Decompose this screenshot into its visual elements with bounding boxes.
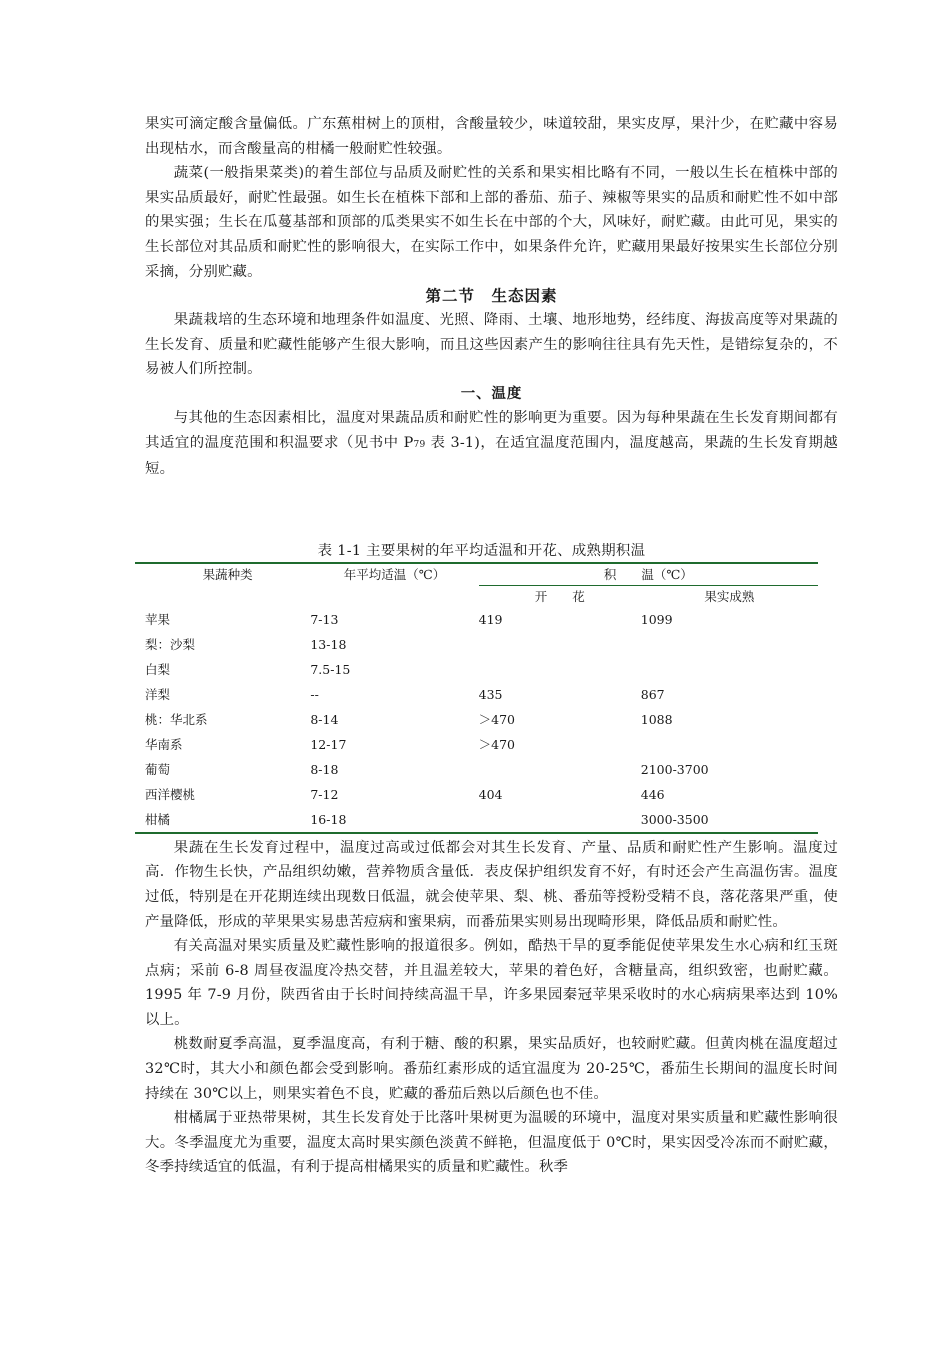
temperature-intro-text-b: 表 3-1)，在适宜温度范围内，温度越高，果蔬的生长发育期越短。 — [145, 434, 838, 478]
cell-ripening: 446 — [640, 786, 665, 802]
cell-flowering — [479, 757, 641, 782]
paragraph-temperature-intro — [145, 406, 838, 482]
header-annual-temp: 年平均适温（℃） — [343, 567, 446, 583]
spacer — [145, 482, 838, 540]
paragraph-high-temperature: 有关高温对果实质量及贮藏性影响的报道很多。例如，酷热干旱的夏季能促使苹果发生水心病和红玉斑点病；采前 6-8 周昼夜温度冷热交替，并且温差较大，苹果的着色好，含糖量高，组织致密，也耐贮藏。1995 年 7-9 月份，陕西省由于长时间持续高温干旱，许多果园秦冠苹果采收时的水心病病果率达到 10%以上。 — [145, 938, 838, 1028]
cell-ripening: 3000-3500 — [640, 811, 709, 827]
cell-annual-temp: 12-17 — [310, 736, 347, 752]
header-accumulated-temp: 积 温（℃） — [479, 563, 818, 586]
temperature-table — [135, 562, 818, 834]
cell-annual-temp: -- — [310, 686, 319, 702]
table-row — [135, 757, 818, 782]
subsection-title: 一、温度 — [460, 385, 523, 402]
paragraph-peach-tomato: 桃数耐夏季高温，夏季温度高，有利于糖、酸的积累，果实品质好，也较耐贮藏。但黄肉桃在温度超过 32℃时，其大小和颜色都会受到影响。番茄红素形成的适宜温度为 20-25℃，番茄生长期间的温度长时间持续在 30℃以上，则果实着色不良，贮藏的番茄后熟以后颜色也不佳。 — [145, 1036, 838, 1102]
table-row — [135, 707, 818, 732]
header-ripening: 果实成熟 — [704, 589, 755, 605]
cell-flowering: 404 — [478, 786, 503, 802]
cell-ripening — [641, 632, 818, 657]
cell-flowering — [479, 632, 641, 657]
cell-species: 白梨 — [145, 662, 171, 678]
cell-species: 柑橘 — [145, 812, 171, 828]
table-row — [135, 607, 818, 632]
table-header-row — [135, 563, 818, 586]
body-after-table — [145, 836, 838, 1180]
cell-flowering — [479, 807, 641, 833]
paragraph-acid-content: 果实可滴定酸含量偏低。广东蕉柑树上的顶柑，含酸量较少，味道较甜，果实皮厚，果汁少，在贮藏中容易出现枯水，而含酸量高的柑橘一般耐贮性较强。 — [145, 116, 838, 157]
cell-flowering: ＞470 — [478, 737, 515, 753]
cell-annual-temp: 7-12 — [310, 786, 339, 802]
cell-ripening — [641, 732, 818, 757]
cell-ripening: 2100-3700 — [640, 761, 709, 777]
cell-species: 梨：沙梨 — [145, 637, 196, 653]
cell-ripening — [641, 657, 818, 682]
header-flowering: 开 花 — [534, 589, 585, 605]
cell-species: 桃：华北系 — [145, 712, 208, 728]
cell-annual-temp: 8-14 — [310, 711, 339, 727]
cell-ripening: 867 — [640, 686, 665, 702]
table-row — [135, 807, 818, 833]
cell-annual-temp: 7-13 — [310, 611, 339, 627]
paragraph-vegetable-position: 蔬菜(一般指果菜类)的着生部位与品质及耐贮性的关系和果实相比略有不同，一般以生长在植株中部的果实品质最好，耐贮性最强。如生长在植株下部和上部的番茄、茄子、辣椒等果实的品质和耐贮性不如中部的果实强；生长在瓜蔓基部和顶部的瓜类果实不如生长在中部的个大，风味好，耐贮藏。由此可见，果实的生长部位对其品质和耐贮性的影响很大，在实际工作中，如果条件允许，贮藏用果最好按果实生长部位分别采摘，分别贮藏。 — [145, 165, 838, 280]
temperature-intro-text-a: 与其他的生态因素相比，温度对果蔬品质和耐贮性的影响更为重要。因为每种果蔬在生长发育期间都有其适宜的温度范围和积温要求（见书中 P — [145, 409, 838, 451]
cell-ripening: 1099 — [640, 611, 673, 627]
cell-species: 洋梨 — [145, 687, 171, 703]
table-block — [135, 540, 828, 834]
cell-flowering: 419 — [478, 611, 503, 627]
table-subheader-row — [135, 585, 818, 607]
cell-flowering: ＞470 — [478, 712, 515, 728]
table-row — [135, 732, 818, 757]
paragraph-temperature-effects: 果蔬在生长发育过程中，温度过高或过低都会对其生长发育、产量、品质和耐贮性产生影响。温度过高．作物生长快，产品组织幼嫩，营养物质含量低．表皮保护组织发育不好，有时还会产生高温伤害。温度过低，特别是在开花期连续出现数日低温，就会使苹果、梨、桃、番茄等授粉受精不良，落花落果严重，使产量降低，形成的苹果果实易患苦痘病和蜜果病，而番茄果实则易出现畸形果，降低品质和耐贮性。 — [145, 839, 838, 930]
page-ref-subscript: 79 — [413, 439, 426, 450]
paragraph-citrus: 柑橘属于亚热带果树，其生长发育处于比落叶果树更为温暖的环境中，温度对果实质量和贮藏性影响很大。冬季温度尤为重要，温度太高时果实颜色淡黄不鲜艳，但温度低于 0℃时，果实因受冷冻而不耐贮藏，冬季持续适宜的低温，有利于提高柑橘果实的质量和贮藏性。秋季 — [145, 1110, 838, 1176]
table-row — [135, 657, 818, 682]
cell-annual-temp: 7.5-15 — [310, 661, 351, 677]
table-row — [135, 682, 818, 707]
cell-annual-temp: 8-18 — [310, 761, 339, 777]
table-caption: 表 1-1 主要果树的年平均适温和开花、成熟期积温 — [317, 542, 646, 559]
cell-flowering: 435 — [478, 686, 503, 702]
section-title: 第二节 生态因素 — [425, 287, 558, 306]
header-species: 果蔬种类 — [202, 567, 253, 583]
cell-species: 西洋樱桃 — [145, 787, 196, 803]
cell-annual-temp: 13-18 — [310, 636, 347, 652]
cell-annual-temp: 16-18 — [310, 811, 347, 827]
table-row — [135, 632, 818, 657]
cell-species: 华南系 — [145, 737, 183, 753]
table-row — [135, 782, 818, 807]
cell-species: 葡萄 — [145, 762, 171, 778]
cell-ripening: 1088 — [640, 711, 673, 727]
paragraph-section-intro: 果蔬栽培的生态环境和地理条件如温度、光照、降雨、土壤、地形地势，经纬度、海拔高度等对果蔬的生长发育、质量和贮藏性能够产生很大影响，而且这些因素产生的影响往往具有先天性，是错综复杂的，不易被人们所控制。 — [145, 312, 838, 378]
document-page — [145, 112, 838, 1180]
cell-flowering — [479, 657, 641, 682]
cell-species: 苹果 — [145, 612, 171, 628]
